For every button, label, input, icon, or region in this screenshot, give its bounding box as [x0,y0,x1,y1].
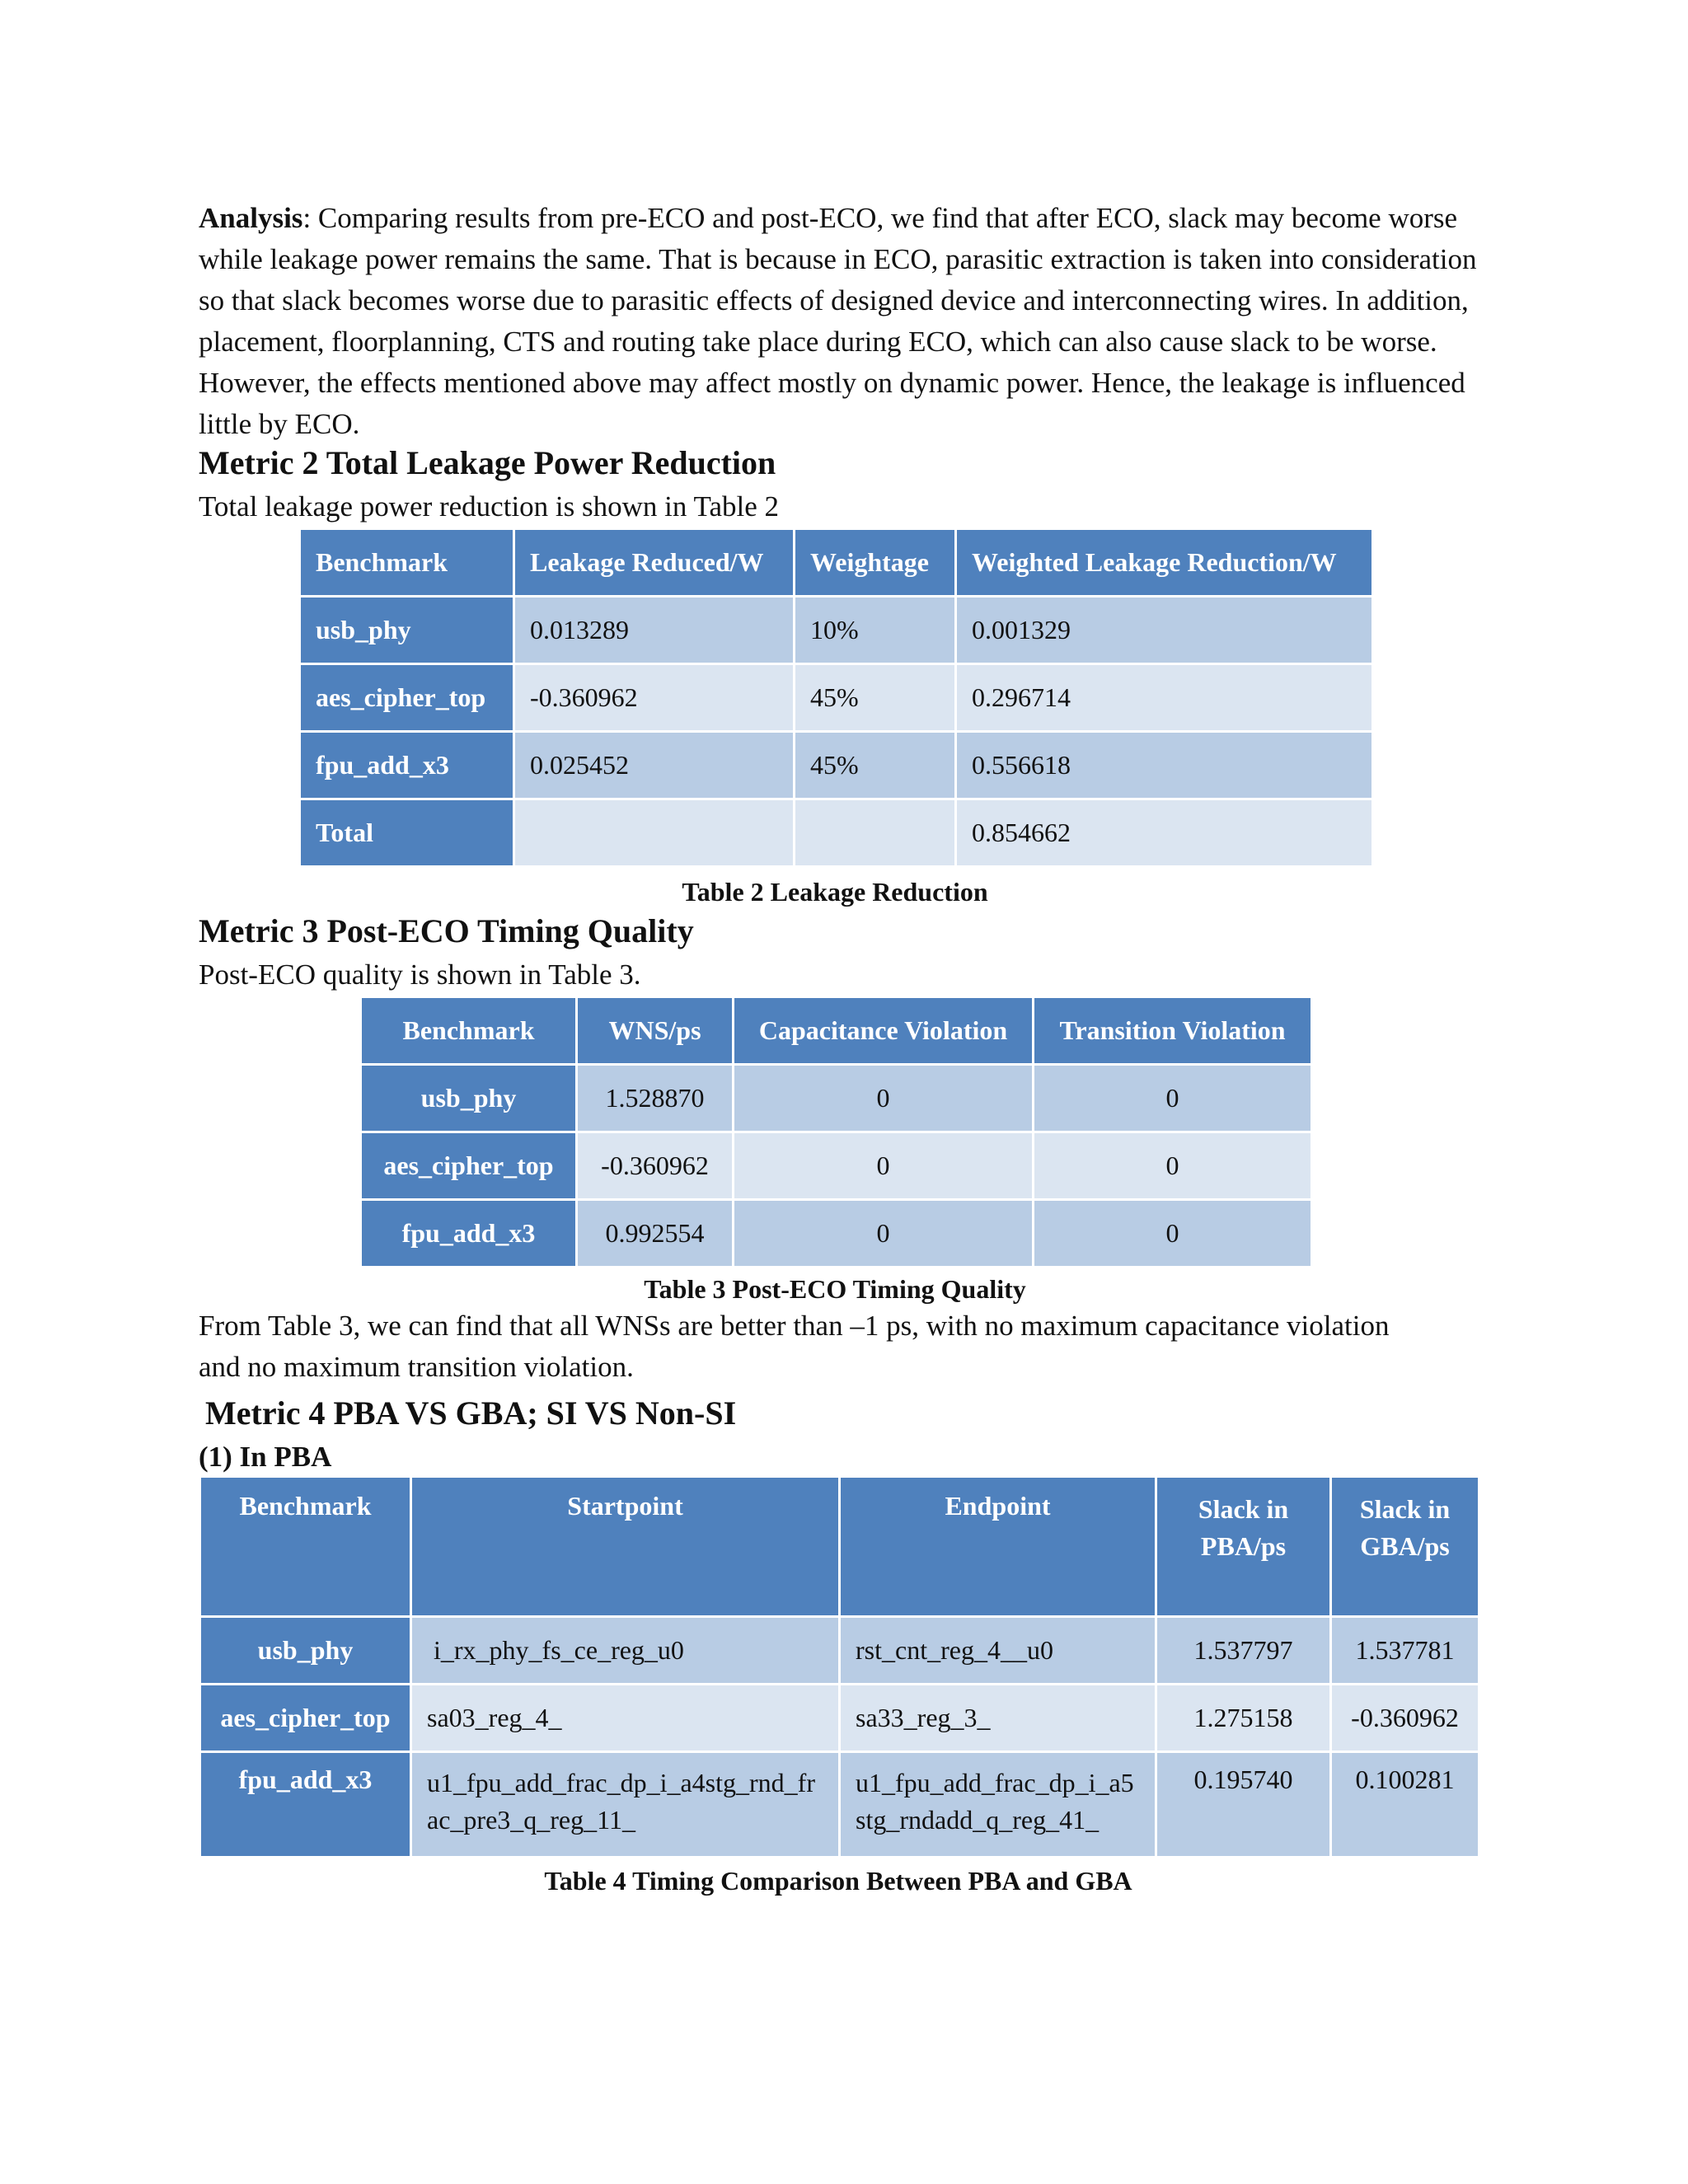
table-cell: 0 [734,1132,1034,1200]
table-cell: 10% [795,597,956,664]
table-header-cell: Weighted Leakage Reduction/W [956,529,1373,597]
table-cell: 0 [734,1065,1034,1132]
row-label: fpu_add_x3 [200,1752,411,1858]
analysis-paragraph [199,198,1501,445]
table-cell: u1_fpu_add_frac_dp_i_a5stg_rndadd_q_reg_41_ [840,1752,1156,1858]
table-header-cell: Weightage [795,529,956,597]
row-label: aes_cipher_top [300,664,514,732]
table-cell: 0.296714 [956,664,1373,732]
metric3-heading: Metric 3 Post-ECO Timing Quality [199,912,694,949]
table-header-cell: Benchmark [200,1477,411,1617]
metric3-conclusion-line2: and no maximum transition violation. [199,1351,634,1383]
table-cell: 0.001329 [956,597,1373,664]
table-cell: 0.100281 [1331,1752,1479,1858]
table-cell: 1.537797 [1156,1617,1331,1685]
table-row [361,1200,1312,1268]
table-cell: sa33_reg_3_ [840,1685,1156,1752]
row-label: fpu_add_x3 [300,732,514,799]
table-cell: 0 [1034,1200,1312,1268]
table-cell: 0.854662 [956,799,1373,867]
table-header-cell: Slack in GBA/ps [1331,1477,1479,1617]
table-cell: 0.013289 [514,597,795,664]
table-cell: sa03_reg_4_ [411,1685,840,1752]
table-header-cell: WNS/ps [577,997,734,1065]
table-row [361,1065,1312,1132]
table-row [300,597,1373,664]
table-header-row [300,529,1373,597]
table-cell: 0 [734,1200,1034,1268]
table-header-cell: Transition Violation [1034,997,1312,1065]
metric3-conclusion-line1: From Table 3, we can find that all WNSs are better than –1 ps, with no maximum capacitance violation [199,1310,1390,1342]
timing-quality-table [359,996,1313,1268]
table-cell: 1.275158 [1156,1685,1331,1752]
table-header-row [361,997,1312,1065]
table-cell: 45% [795,664,956,732]
table-header-cell: Leakage Reduced/W [514,529,795,597]
metric2-heading: Metric 2 Total Leakage Power Reduction [199,444,776,481]
row-label: usb_phy [300,597,514,664]
table-cell: -0.360962 [1331,1685,1479,1752]
metric4-heading: Metric 4 PBA VS GBA; SI VS Non-SI [205,1394,737,1432]
row-label: fpu_add_x3 [361,1200,577,1268]
row-label: usb_phy [361,1065,577,1132]
table-header-row [200,1477,1479,1617]
table-cell: -0.360962 [577,1132,734,1200]
table-row [300,732,1373,799]
table-cell [514,799,795,867]
table-cell: 0 [1034,1132,1312,1200]
table-cell: 0 [1034,1065,1312,1132]
metric3-intro: Post-ECO quality is shown in Table 3. [199,958,641,991]
table-cell [795,799,956,867]
table-cell: 0.992554 [577,1200,734,1268]
table-cell: u1_fpu_add_frac_dp_i_a4stg_rnd_frac_pre3_q_reg_11_ [411,1752,840,1858]
table-row [300,799,1373,867]
table-row [361,1132,1312,1200]
table-cell: 1.537781 [1331,1617,1479,1685]
metric2-intro: Total leakage power reduction is shown in Table 2 [199,490,779,523]
table-cell: 1.528870 [577,1065,734,1132]
table-cell: 45% [795,732,956,799]
table4-caption: Table 4 Timing Comparison Between PBA and GBA [544,1866,1132,1896]
table-row [200,1752,1479,1858]
analysis-text: : Comparing results from pre-ECO and post-ECO, we find that after ECO, slack may become worse while leakage power remains the same. That is because in ECO, parasitic extraction is taken into consideration so that slack becomes worse due to parasitic effects of designed device and interconnecting wires. In addition, placement, floorplanning, CTS and routing take place during ECO, which can also cause slack to be worse. However, the effects mentioned above may affect mostly on dynamic power. Hence, the leakage is influenced little by ECO. [199,202,1477,440]
row-label: Total [300,799,514,867]
table-cell: i_rx_phy_fs_ce_reg_u0 [411,1617,840,1685]
row-label: aes_cipher_top [200,1685,411,1752]
leakage-reduction-table [298,527,1374,868]
table-header-cell: Benchmark [300,529,514,597]
table-cell: rst_cnt_reg_4__u0 [840,1617,1156,1685]
table3-caption: Table 3 Post-ECO Timing Quality [644,1274,1026,1304]
table-row [300,664,1373,732]
table-header-cell: Slack in PBA/ps [1156,1477,1331,1617]
table-header-cell: Endpoint [840,1477,1156,1617]
table-header-cell: Capacitance Violation [734,997,1034,1065]
table-header-cell: Startpoint [411,1477,840,1617]
table-header-cell: Benchmark [361,997,577,1065]
pba-gba-comparison-table [199,1475,1480,1858]
table-cell: 0.025452 [514,732,795,799]
table2-caption: Table 2 Leakage Reduction [682,877,988,907]
table-cell: -0.360962 [514,664,795,732]
row-label: usb_phy [200,1617,411,1685]
pba-subheading: (1) In PBA [199,1441,332,1473]
table-row [200,1617,1479,1685]
table-row [200,1685,1479,1752]
table-cell: 0.556618 [956,732,1373,799]
table-cell: 0.195740 [1156,1752,1331,1858]
row-label: aes_cipher_top [361,1132,577,1200]
analysis-label: Analysis [199,202,303,234]
